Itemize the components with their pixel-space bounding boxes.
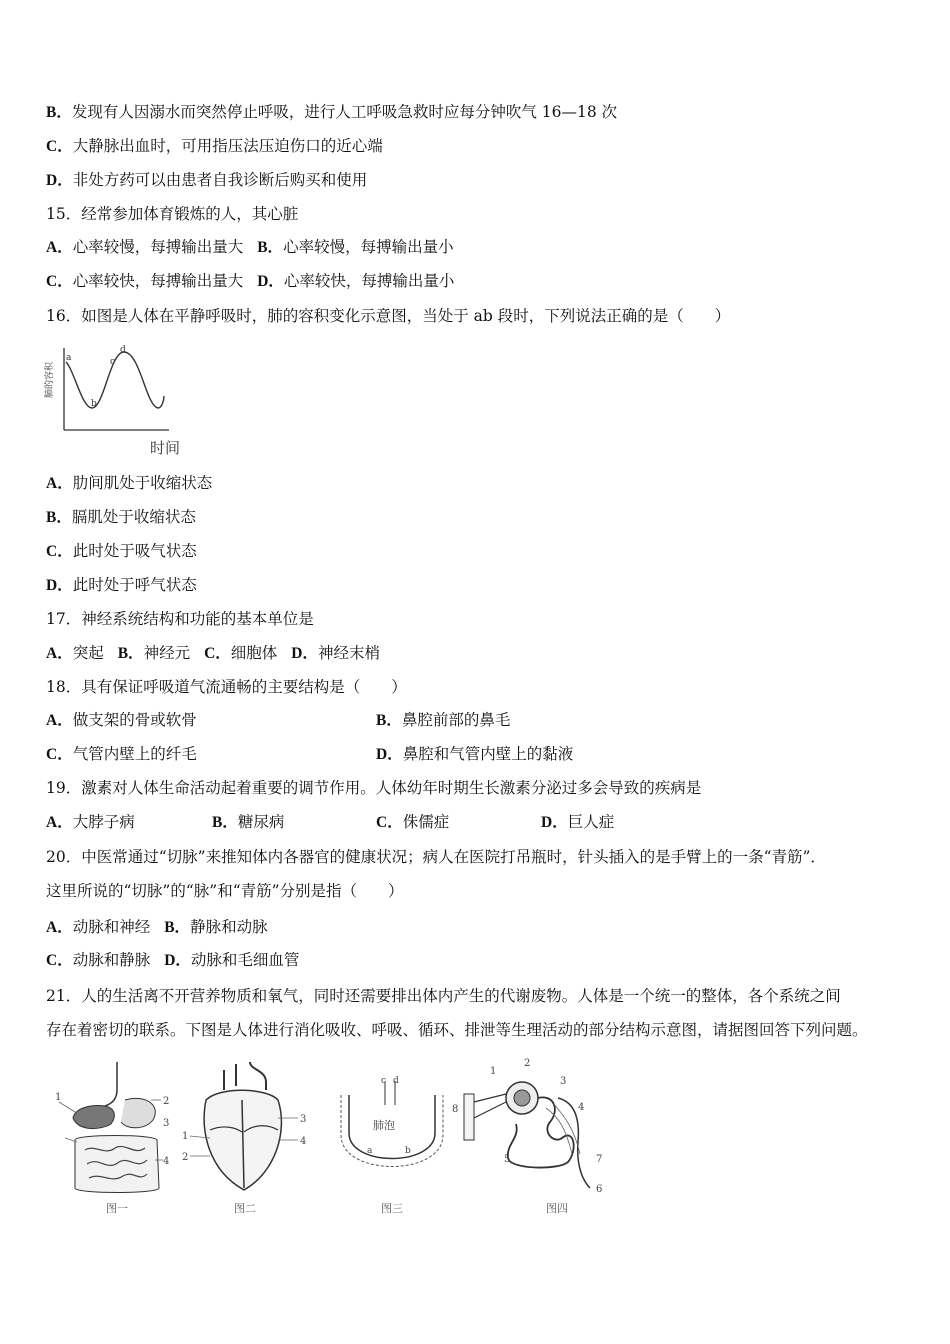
option-text: 膈肌处于收缩状态 [71, 508, 196, 526]
label-c: c [381, 1076, 387, 1086]
label-1: 1 [490, 1066, 497, 1077]
q18-option-a [46, 710, 197, 731]
option-letter: D． [46, 172, 73, 189]
option-text: 静脉和动脉 [190, 918, 268, 936]
option-letter: B． [164, 919, 191, 936]
q14-option-d [46, 170, 367, 191]
label-3: 3 [560, 1076, 567, 1087]
figure-2-caption: 图二 [234, 1202, 256, 1215]
q14-option-b [46, 102, 617, 123]
option-letter: C． [46, 746, 73, 763]
option-letter: C． [46, 952, 73, 969]
q19-option-a [46, 812, 135, 833]
q21-stem-line2: 存在着密切的联系。下图是人体进行消化吸收、呼吸、循环、排泄等生理活动的部分结构示意图，请据图回答下列问题。 [46, 1021, 868, 1039]
q19-option-d [541, 812, 614, 833]
q15-options-row2 [46, 271, 454, 292]
option-letter: B． [117, 645, 144, 662]
option-letter: D． [164, 952, 191, 969]
option-text: 巨人症 [567, 813, 615, 831]
label-b: b [405, 1146, 411, 1156]
x-axis-label: 时间 [150, 439, 181, 457]
option-letter: B． [212, 814, 238, 831]
q17-options [46, 643, 380, 664]
option-letter: C． [46, 543, 73, 560]
option-text: 鼻腔和气管内壁上的黏液 [402, 745, 574, 763]
option-text: 神经元 [143, 644, 191, 662]
label-4: 4 [300, 1136, 307, 1147]
option-text: 此时处于呼气状态 [72, 576, 197, 594]
q16-option-a [46, 473, 212, 494]
option-letter: A． [46, 475, 73, 492]
option-letter: B． [376, 712, 402, 729]
alveolus-label: 肺泡 [373, 1119, 395, 1132]
option-letter: A． [46, 645, 73, 662]
label-6: 6 [596, 1184, 603, 1195]
q20-stem-line2: 这里所说的“切脉”的“脉”和“青筋”分别是指（ ） [46, 882, 404, 900]
option-letter: D． [376, 746, 403, 763]
q19-option-b [212, 812, 284, 833]
option-text: 心率较快，每搏输出量大 [72, 272, 244, 290]
point-c-label: c [110, 357, 116, 367]
option-letter: A． [46, 919, 73, 936]
q17-stem: 17．神经系统结构和功能的基本单位是 [46, 610, 314, 628]
label-4: 4 [578, 1102, 585, 1113]
label-a: a [367, 1146, 373, 1156]
option-text: 发现有人因溺水而突然停止呼吸，进行人工呼吸急救时应每分钟吹气 16—18 次 [71, 103, 618, 121]
q21-stem-line1: 21．人的生活离不开营养物质和氧气，同时还需要排出体内产生的代谢废物。人体是一个统一的整体，各个系统之间 [46, 987, 841, 1005]
blood-vessel-shape [464, 1094, 474, 1140]
point-b-label: b [91, 399, 97, 409]
figure-1-caption: 图一 [106, 1202, 128, 1215]
q15-stem: 15．经常参加体育锻炼的人，其心脏 [46, 205, 299, 223]
point-d-label: d [120, 345, 126, 355]
label-3: 3 [300, 1114, 307, 1125]
heart-figure [180, 1060, 310, 1200]
option-text: 肋间肌处于收缩状态 [72, 474, 213, 492]
option-letter: D． [46, 577, 73, 594]
option-text: 大静脉出血时，可用指压法压迫伤口的近心端 [72, 137, 383, 155]
q15-options-row1 [46, 237, 454, 258]
option-letter: C． [46, 138, 73, 155]
lung-volume-figure [44, 340, 184, 460]
option-letter: C． [46, 273, 73, 290]
q18-option-b [376, 710, 510, 731]
label-d: d [393, 1076, 399, 1086]
q16-option-b [46, 507, 196, 528]
y-axis-label: 肺的容积 [45, 361, 55, 398]
great-vessels-shape [224, 1062, 266, 1090]
q16-stem: 16．如图是人体在平静呼吸时，肺的容积变化示意图，当处于 ab 段时，下列说法正确的是（ ） [46, 307, 731, 325]
q14-option-c [46, 136, 383, 157]
label-2: 2 [524, 1058, 531, 1069]
liver-shape [73, 1106, 114, 1129]
option-text: 此时处于吸气状态 [72, 542, 197, 560]
esophagus-shape [105, 1062, 117, 1106]
arterioles-shape [474, 1094, 506, 1118]
nephron-figure [450, 1058, 620, 1198]
q20-options-row1 [46, 917, 268, 938]
label-1: 1 [182, 1131, 189, 1142]
q18-option-d [376, 744, 573, 765]
capillary-ball [514, 1090, 530, 1106]
option-letter: C． [376, 814, 403, 831]
stomach-shape [121, 1098, 155, 1127]
q18-option-c [46, 744, 197, 765]
option-text: 动脉和静脉 [72, 951, 151, 969]
option-letter: B． [46, 104, 72, 121]
option-letter: C． [204, 645, 231, 662]
label-2: 2 [163, 1096, 170, 1107]
option-letter: D． [257, 273, 284, 290]
figure-4-caption: 图四 [546, 1202, 568, 1215]
option-letter: A． [46, 712, 73, 729]
label-2: 2 [182, 1152, 189, 1163]
option-text: 心率较慢，每搏输出量大 [72, 238, 244, 256]
point-a-label: a [66, 353, 72, 363]
option-text: 侏儒症 [402, 813, 450, 831]
label-5: 5 [504, 1154, 511, 1165]
option-text: 做支架的骨或软骨 [72, 711, 197, 729]
option-text: 神经末梢 [318, 644, 381, 662]
option-text: 糖尿病 [237, 813, 285, 831]
q16-option-d [46, 575, 197, 596]
q19-stem: 19．激素对人体生命活动起着重要的调节作用。人体幼年时期生长激素分泌过多会导致的疾病是 [46, 779, 702, 797]
option-letter: A． [46, 814, 73, 831]
option-letter: D． [541, 814, 568, 831]
option-text: 细胞体 [230, 644, 278, 662]
option-text: 动脉和毛细血管 [190, 951, 300, 969]
option-text: 大脖子病 [72, 813, 135, 831]
label-1: 1 [55, 1092, 62, 1103]
option-text: 非处方药可以由患者自我诊断后购买和使用 [72, 171, 368, 189]
option-text: 动脉和神经 [72, 918, 151, 936]
option-text: 心率较快，每搏输出量小 [283, 272, 455, 290]
q20-options-row2 [46, 950, 299, 971]
option-letter: B． [257, 239, 284, 256]
label-8: 8 [452, 1104, 459, 1115]
q16-option-c [46, 541, 197, 562]
q19-option-c [376, 812, 449, 833]
figure-3-caption: 图三 [381, 1202, 403, 1215]
q20-stem-line1: 20．中医常通过“切脉”来推知体内各器官的健康状况；病人在医院打吊瓶时，针头插入的是手臂上的一条“青筋”． [46, 848, 826, 866]
option-letter: B． [46, 509, 72, 526]
label-line [59, 1102, 75, 1112]
label-3: 3 [163, 1118, 170, 1129]
option-letter: D． [291, 645, 318, 662]
digestive-system-figure [55, 1060, 185, 1220]
q18-stem: 18．具有保证呼吸道气流通畅的主要结构是（ ） [46, 678, 407, 696]
option-text: 鼻腔前部的鼻毛 [401, 711, 511, 729]
alveolus-figure [335, 1075, 450, 1185]
label-7: 7 [596, 1154, 603, 1165]
label-4: 4 [163, 1156, 170, 1167]
option-text: 突起 [72, 644, 104, 662]
option-letter: A． [46, 239, 73, 256]
option-text: 心率较慢，每搏输出量小 [283, 238, 454, 256]
option-text: 气管内壁上的纤毛 [72, 745, 197, 763]
